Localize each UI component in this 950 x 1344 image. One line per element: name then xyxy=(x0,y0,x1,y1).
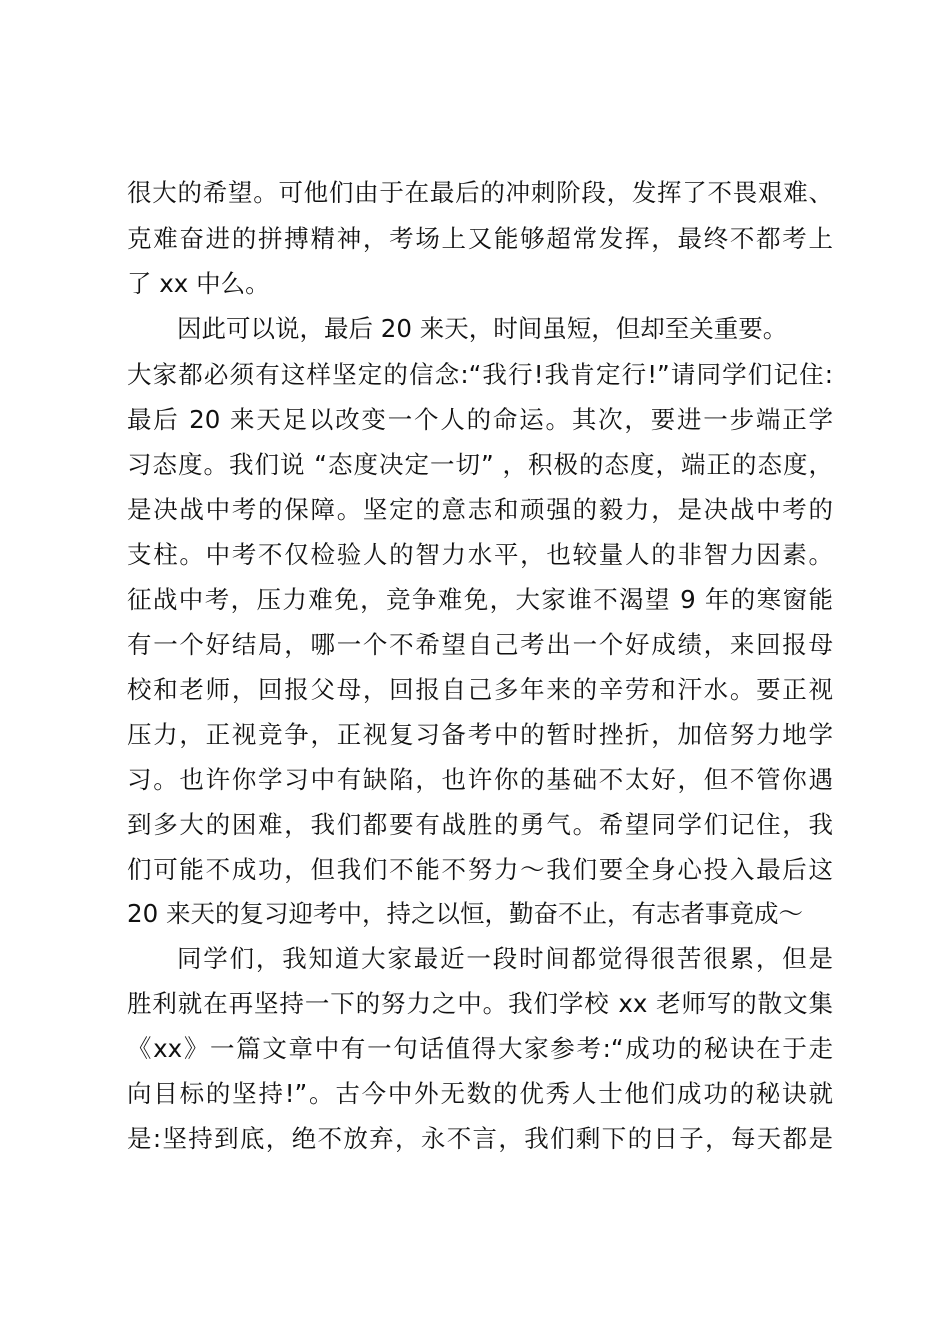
text-line-10: 征战中考，压力难免，竞争难免，大家谁不渴望 9 年的寒窗能 xyxy=(127,585,833,614)
text-line-8: 是决战中考的保障。坚定的意志和顽强的毅力，是决战中考的 xyxy=(127,495,833,524)
text-line-5: 大家都必须有这样坚定的信念:“我行!我肯定行!”请同学们记住: xyxy=(127,360,833,389)
paragraph-3-first-line: 同学们，我知道大家最近一段时间都觉得很苦很累，但是 xyxy=(177,944,833,973)
text-line-11: 有一个好结局，哪一个不希望自己考出一个好成绩，来回报母 xyxy=(127,630,833,659)
text-line-7: 习态度。我们说 “态度决定一切” ，积极的态度，端正的态度， xyxy=(127,450,833,479)
text-line-22: 是:坚持到底，绝不放弃，永不言，我们剩下的日子，每天都是 xyxy=(127,1124,833,1153)
text-line-1: 很大的希望。可他们由于在最后的冲刺阶段，发挥了不畏艰难、 xyxy=(127,178,833,207)
text-line-20: 《xx》一篇文章中有一句话值得大家参考:“成功的秘诀在于走 xyxy=(127,1034,833,1063)
text-line-21: 向目标的坚持!”。古今中外无数的优秀人士他们成功的秘诀就 xyxy=(127,1079,833,1108)
text-line-12: 校和老师，回报父母，回报自己多年来的辛劳和汗水。要正视 xyxy=(127,675,833,704)
paragraph-2-first-line: 因此可以说，最后 20 来天，时间虽短，但却至关重要。 xyxy=(177,314,788,343)
text-line-17: 20 来天的复习迎考中，持之以恒，勤奋不止，有志者事竟成～ xyxy=(127,899,803,928)
text-line-16: 们可能不成功，但我们不能不努力～我们要全身心投入最后这 xyxy=(127,855,833,884)
text-line-19: 胜利就在再坚持一下的努力之中。我们学校 xx 老师写的散文集 xyxy=(127,989,833,1018)
text-line-9: 支柱。中考不仅检验人的智力水平，也较量人的非智力因素。 xyxy=(127,540,833,569)
text-line-2: 克难奋进的拼搏精神，考场上又能够超常发挥，最终不都考上 xyxy=(127,224,833,253)
text-line-6: 最后 20 来天足以改变一个人的命运。其次，要进一步端正学 xyxy=(127,405,833,434)
text-line-13: 压力，正视竞争，正视复习备考中的暂时挫折，加倍努力地学 xyxy=(127,720,833,749)
text-line-15: 到多大的困难，我们都要有战胜的勇气。希望同学们记住，我 xyxy=(127,810,833,839)
text-line-14: 习。也许你学习中有缺陷，也许你的基础不太好，但不管你遇 xyxy=(127,765,833,794)
text-line-3: 了 xx 中么。 xyxy=(127,269,270,298)
